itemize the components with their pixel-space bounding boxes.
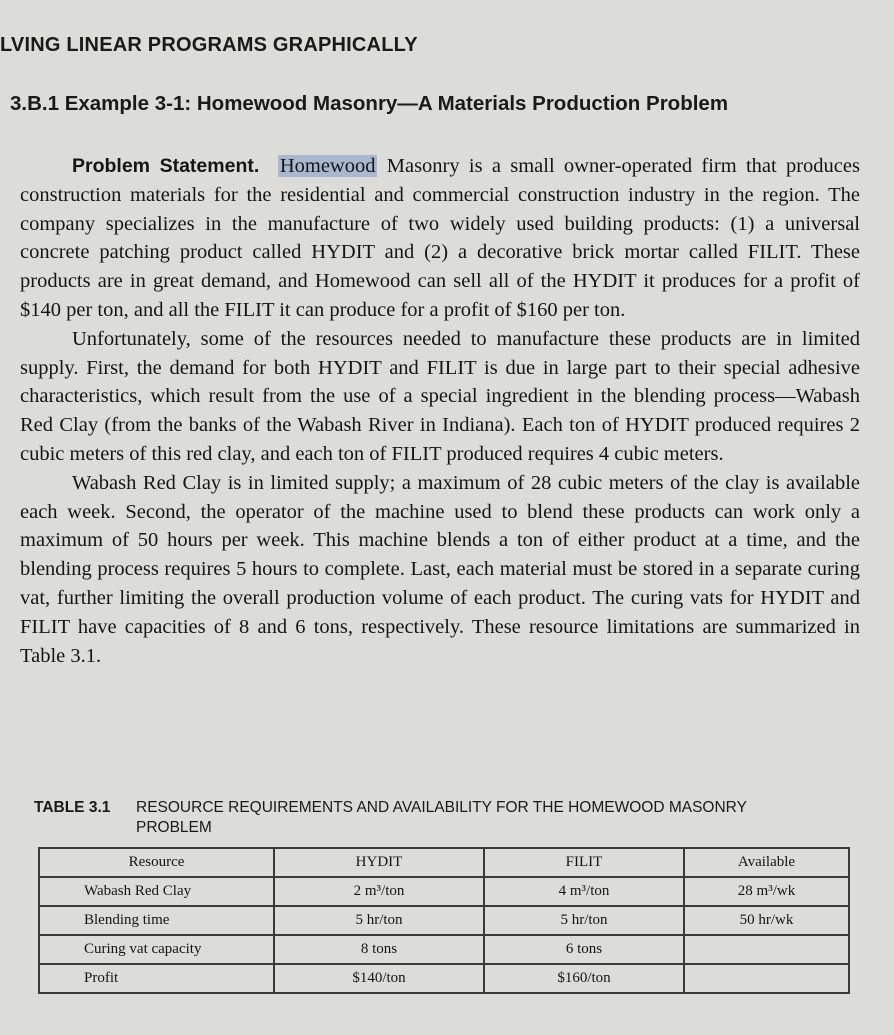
- cell-filit: 5 hr/ton: [484, 906, 684, 935]
- cell-filit: 6 tons: [484, 935, 684, 964]
- section-heading: 3.B.1 Example 3-1: Homewood Masonry—A Materials Production Problem: [10, 92, 729, 115]
- header-resource: Resource: [39, 848, 274, 877]
- cell-filit: $160/ton: [484, 964, 684, 993]
- table-row: [39, 935, 849, 964]
- cell-filit: 4 m³/ton: [484, 877, 684, 906]
- cell-resource: Wabash Red Clay: [39, 877, 274, 906]
- table-title: RESOURCE REQUIREMENTS AND AVAILABILITY FOR THE HOMEWOOD MASONRY PROBLEM: [136, 799, 747, 836]
- table-row: [39, 964, 849, 993]
- cell-available: 28 m³/wk: [684, 877, 849, 906]
- paragraph-text: Masonry is a small owner-operated firm that produces construction materials for the residential and commercial construction industry in the region. The company specializes in the manufacture of two widely used building products: (1) a universal concrete patching product called HYDIT and (2) a decorative brick mortar called FILIT. These products are in great demand, and Homewood can sell all of the HYDIT it produces for a profit of $140 per ton, and all the FILIT it can produce for a profit of $160 per ton.: [20, 155, 860, 321]
- cell-available: 50 hr/wk: [684, 906, 849, 935]
- table-caption: [34, 798, 814, 838]
- header-hydit: HYDIT: [274, 848, 484, 877]
- lead-in: Problem Statement.: [72, 155, 260, 177]
- paragraph-resources: Unfortunately, some of the resources needed to manufacture these products are in limited supply. First, the demand for both HYDIT and FILIT is due in large part to their special adhesive characteristics, which result from the use of a special ingredient in the blending process—Wabash Red Clay (from the banks of the Wabash River in Indiana). Each ton of HYDIT produced requires 2 cubic meters of this red clay, and each ton of FILIT produced requires 4 cubic meters.: [20, 327, 860, 465]
- cell-resource: Blending time: [39, 906, 274, 935]
- cell-resource: Profit: [39, 964, 274, 993]
- table-number: TABLE 3.1: [34, 799, 111, 816]
- body-text: [20, 152, 860, 670]
- running-head: LVING LINEAR PROGRAMS GRAPHICALLY: [0, 34, 418, 56]
- cell-hydit: 5 hr/ton: [274, 906, 484, 935]
- cell-available: [684, 935, 849, 964]
- highlighted-word: Homewood: [279, 155, 376, 177]
- header-available: Available: [684, 848, 849, 877]
- paragraph-limitations: Wabash Red Clay is in limited supply; a maximum of 28 cubic meters of the clay is available each week. Second, the operator of the machine used to blend these products can work only a maximum of 50 hours per week. This machine blends a ton of either product at a time, and the blending process requires 5 hours to complete. Last, each material must be stored in a separate curing vat, further limiting the overall production volume of each product. The curing vats for HYDIT and FILIT have capacities of 8 and 6 tons, respectively. These resource limitations are summarized in Table 3.1.: [20, 471, 860, 667]
- cell-hydit: 2 m³/ton: [274, 877, 484, 906]
- header-filit: FILIT: [484, 848, 684, 877]
- paragraph-problem-statement: [20, 152, 860, 325]
- resource-table: [38, 847, 850, 994]
- cell-resource: Curing vat capacity: [39, 935, 274, 964]
- cell-hydit: $140/ton: [274, 964, 484, 993]
- table-row: [39, 877, 849, 906]
- table-row: [39, 906, 849, 935]
- cell-hydit: 8 tons: [274, 935, 484, 964]
- cell-available: [684, 964, 849, 993]
- table-header-row: [39, 848, 849, 877]
